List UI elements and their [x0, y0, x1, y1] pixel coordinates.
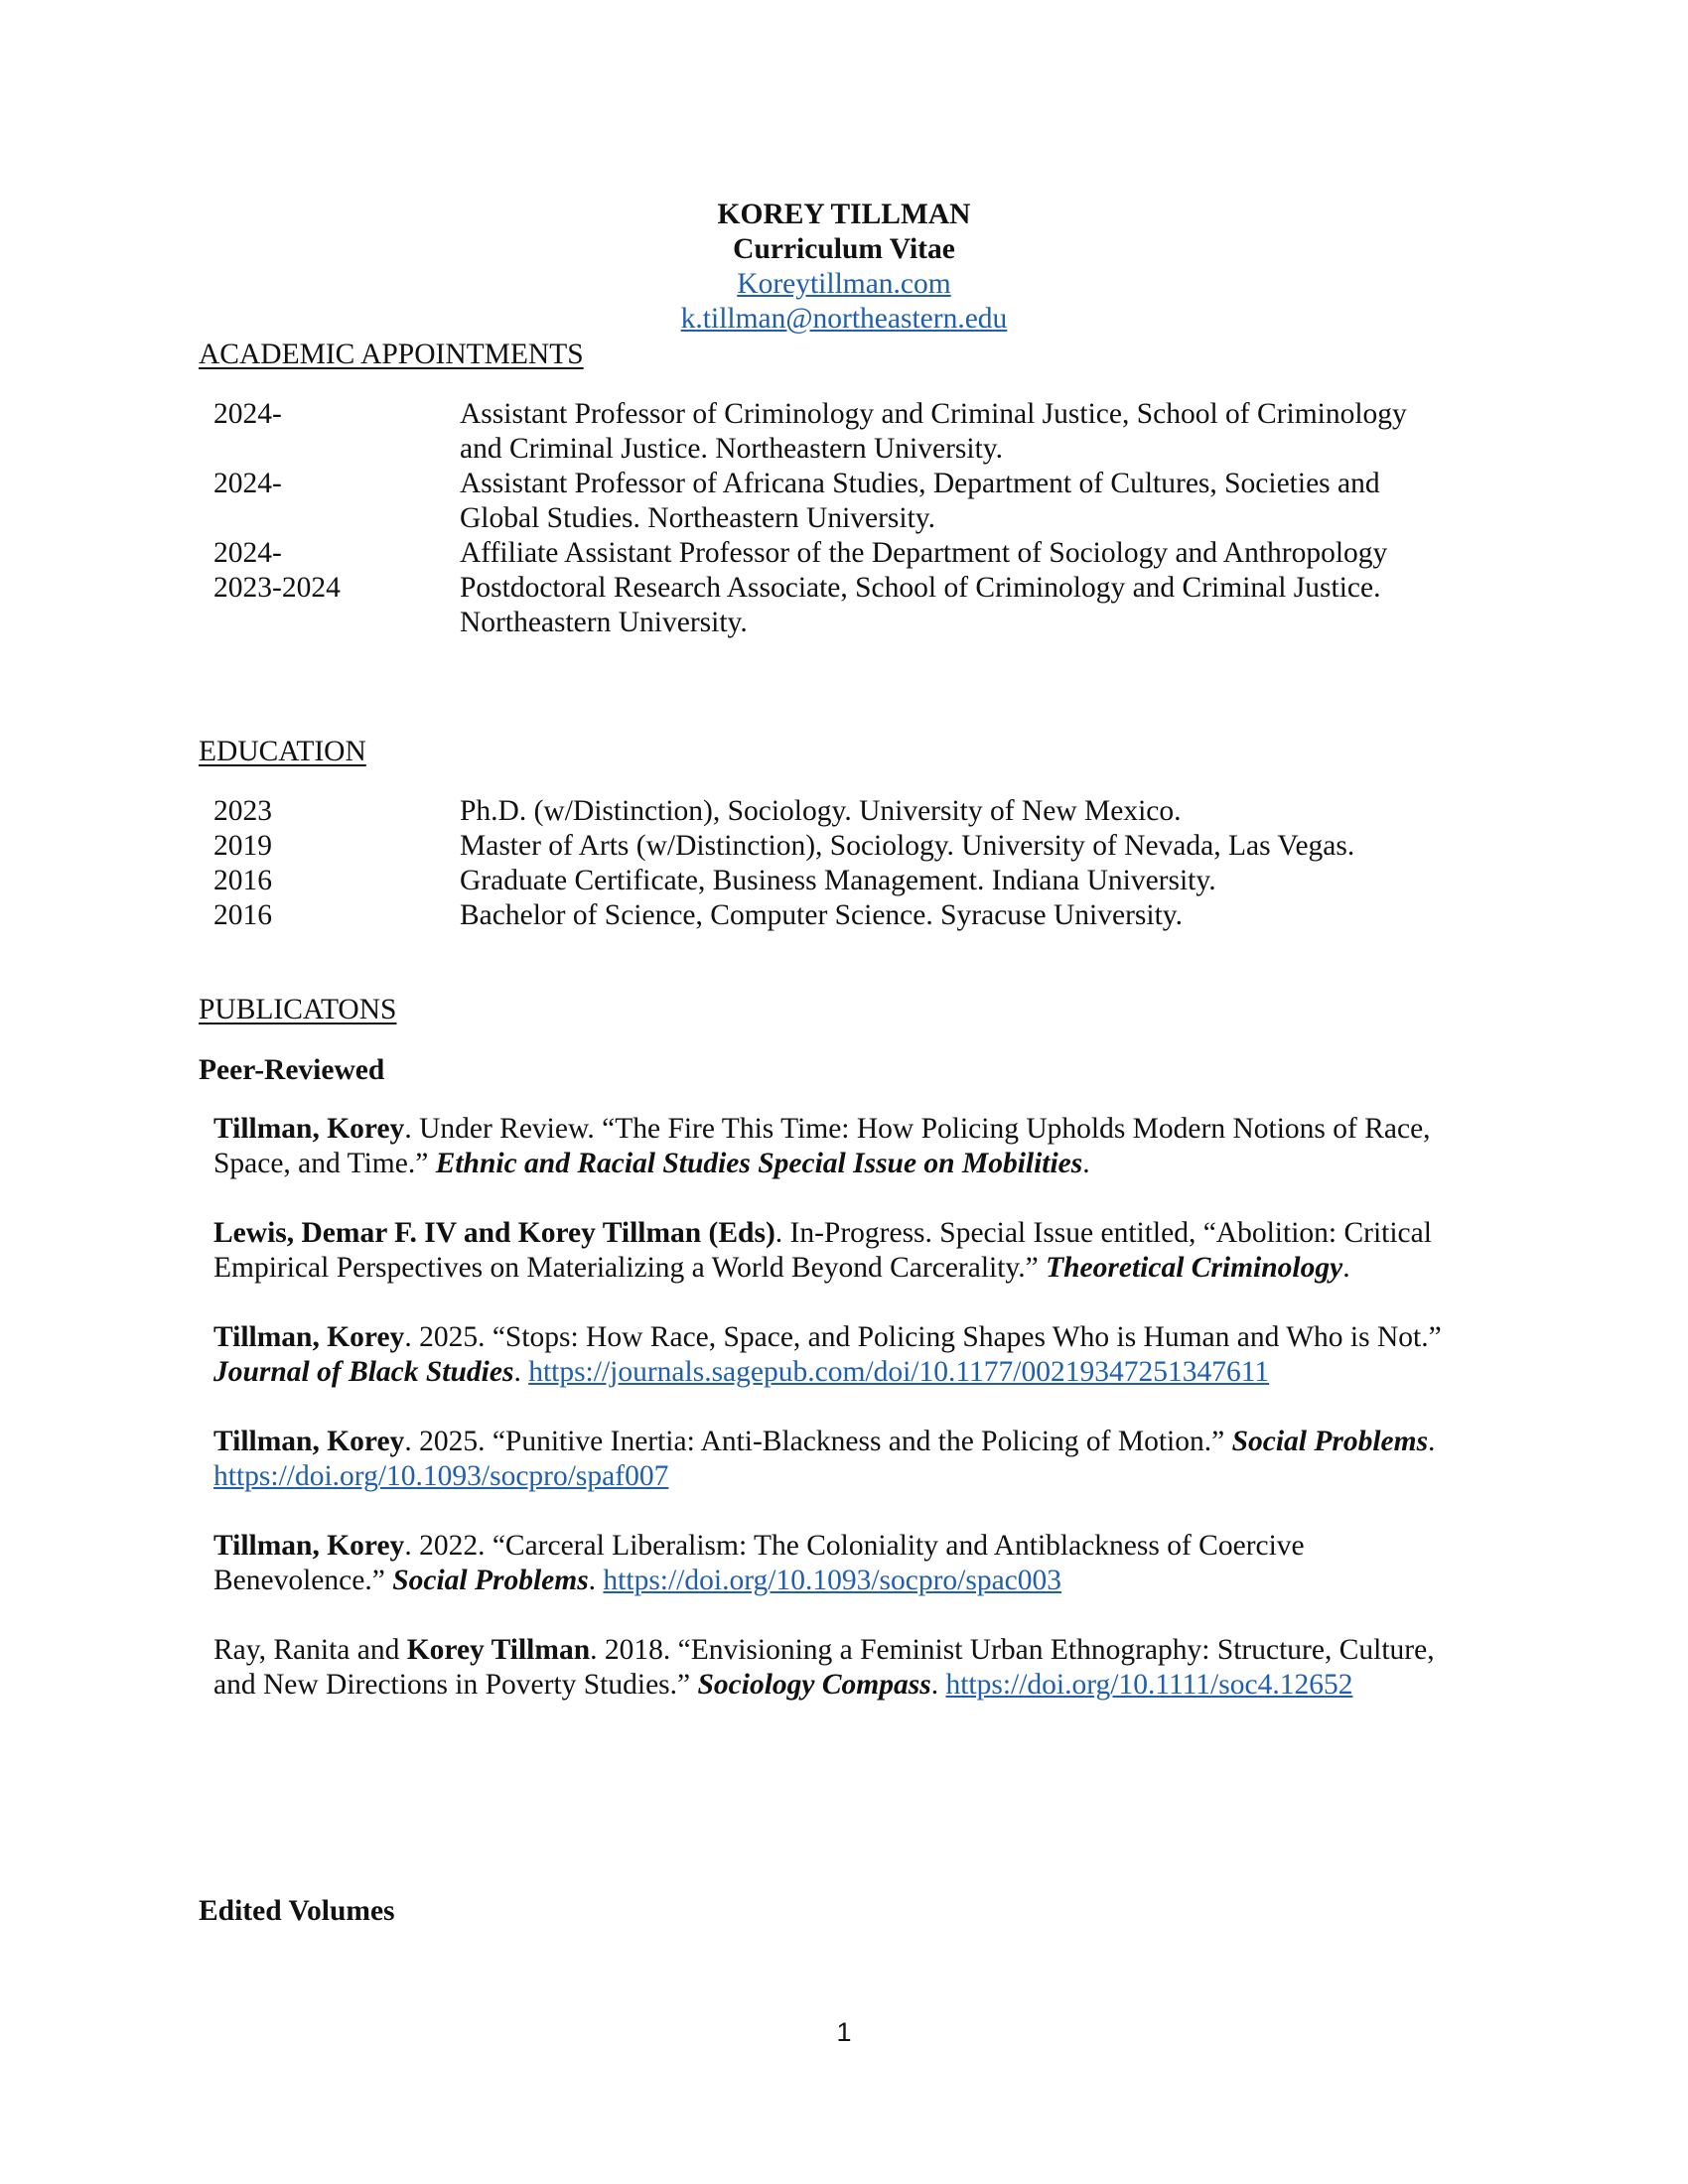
education-year: 2016 [213, 899, 272, 931]
publication-author: Korey Tillman [406, 1634, 591, 1666]
publication-punct: . [513, 1356, 529, 1388]
publication-entry [213, 1425, 1445, 1494]
appointment-row [213, 536, 1435, 571]
education-row [213, 829, 1435, 864]
publication-journal: Social Problems [392, 1565, 589, 1596]
publication-author: Tillman, Korey [213, 1530, 405, 1562]
appointment-desc: Postdoctoral Research Associate, School of Criminology and Criminal Justice. Northeastern University. [460, 572, 1381, 638]
education-year: 2016 [213, 865, 272, 896]
publication-coauthor: Ray, Ranita and [213, 1634, 407, 1666]
publication-entry [213, 1529, 1445, 1598]
publication-link[interactable]: https://doi.org/10.1093/socpro/spac003 [603, 1565, 1062, 1596]
appointment-year: 2023-2024 [213, 572, 341, 604]
cv-header [0, 198, 1688, 337]
education-year: 2023 [213, 795, 272, 827]
appointment-desc: Assistant Professor of Africana Studies, Department of Cultures, Societies and Global Studies. Northeastern University. [460, 468, 1380, 534]
publication-entry [213, 1320, 1445, 1390]
edited-volumes-heading: Edited Volumes [199, 1895, 395, 1927]
education-row [213, 898, 1435, 933]
publication-link[interactable]: https://journals.sagepub.com/doi/10.1177/00219347251347611 [528, 1356, 1270, 1388]
education-year: 2019 [213, 830, 272, 862]
education-list [213, 794, 1435, 933]
section-title-publications: PUBLICATONS [199, 994, 397, 1025]
education-desc: Ph.D. (w/Distinction), Sociology. University of New Mexico. [460, 795, 1182, 827]
appointment-row [213, 467, 1435, 536]
education-desc: Graduate Certificate, Business Management. Indiana University. [460, 865, 1216, 896]
publication-author: Tillman, Korey [213, 1426, 405, 1457]
publication-entry [213, 1112, 1445, 1181]
publication-punct: . [588, 1565, 604, 1596]
publication-list [213, 1112, 1445, 1737]
email-link[interactable]: k.tillman@northeastern.edu [680, 303, 1008, 335]
publication-journal: Ethnic and Racial Studies Special Issue on Mobilities [435, 1148, 1083, 1179]
publication-entry [213, 1633, 1445, 1703]
appointment-row [213, 571, 1435, 640]
appointment-year: 2024- [213, 398, 282, 430]
publication-text: . 2025. “Punitive Inertia: Anti-Blackness and the Policing of Motion.” [404, 1426, 1232, 1457]
section-title-education: EDUCATION [199, 736, 366, 767]
peer-reviewed-heading: Peer-Reviewed [199, 1054, 385, 1086]
appointment-row [213, 397, 1435, 467]
publication-text: . 2022. “Carceral Liberalism: The Coloniality and Antiblackness of Coercive Benevolence.” [213, 1530, 1305, 1596]
publication-text: . 2018. “Envisioning a Feminist Urban Ethnography: Structure, Culture, and New Directions in Poverty Studies.” [213, 1634, 1435, 1701]
publication-punct: . [1428, 1426, 1436, 1457]
publication-link[interactable]: https://doi.org/10.1093/socpro/spaf007 [213, 1460, 669, 1492]
publication-author: Lewis, Demar F. IV and Korey Tillman (Eds) [213, 1217, 775, 1249]
publication-journal: Theoretical Criminology [1046, 1252, 1343, 1284]
publication-link[interactable]: https://doi.org/10.1111/soc4.12652 [945, 1669, 1353, 1701]
appointments-list [213, 397, 1435, 640]
appointment-year: 2024- [213, 468, 282, 499]
publication-text: . 2025. “Stops: How Race, Space, and Policing Shapes Who is Human and Who is Not.” [404, 1321, 1442, 1353]
publication-punct: . [1342, 1252, 1350, 1284]
publication-text: . Under Review. “The Fire This Time: How Policing Upholds Modern Notions of Race, Space, and Time.” [213, 1113, 1431, 1179]
page-number: 1 [836, 2017, 852, 2047]
appointment-desc: Assistant Professor of Criminology and Criminal Justice, School of Criminology and Criminal Justice. Northeastern University. [460, 398, 1407, 465]
publication-journal: Sociology Compass [697, 1669, 931, 1701]
publication-text: . In-Progress. Special Issue entitled, “Abolition: Critical Empirical Perspectives on Materializing a World Beyond Carcerality.” [213, 1217, 1432, 1284]
publication-punct: . [1082, 1148, 1090, 1179]
education-desc: Master of Arts (w/Distinction), Sociology. University of Nevada, Las Vegas. [460, 830, 1355, 862]
author-name: KOREY TILLMAN [717, 199, 971, 230]
appointment-year: 2024- [213, 537, 282, 569]
education-row [213, 864, 1435, 898]
website-link[interactable]: Koreytillman.com [737, 268, 951, 300]
appointment-desc: Affiliate Assistant Professor of the Department of Sociology and Anthropology [460, 537, 1388, 569]
section-title-appointments: ACADEMIC APPOINTMENTS [199, 339, 584, 370]
publication-author: Tillman, Korey [213, 1321, 405, 1353]
publication-journal: Journal of Black Studies [213, 1356, 514, 1388]
publication-journal: Social Problems [1231, 1426, 1429, 1457]
education-desc: Bachelor of Science, Computer Science. Syracuse University. [460, 899, 1183, 931]
education-row [213, 794, 1435, 829]
publication-punct: . [930, 1669, 946, 1701]
document-title: Curriculum Vitae [733, 233, 955, 265]
publication-entry [213, 1216, 1445, 1286]
publication-author: Tillman, Korey [213, 1113, 405, 1145]
